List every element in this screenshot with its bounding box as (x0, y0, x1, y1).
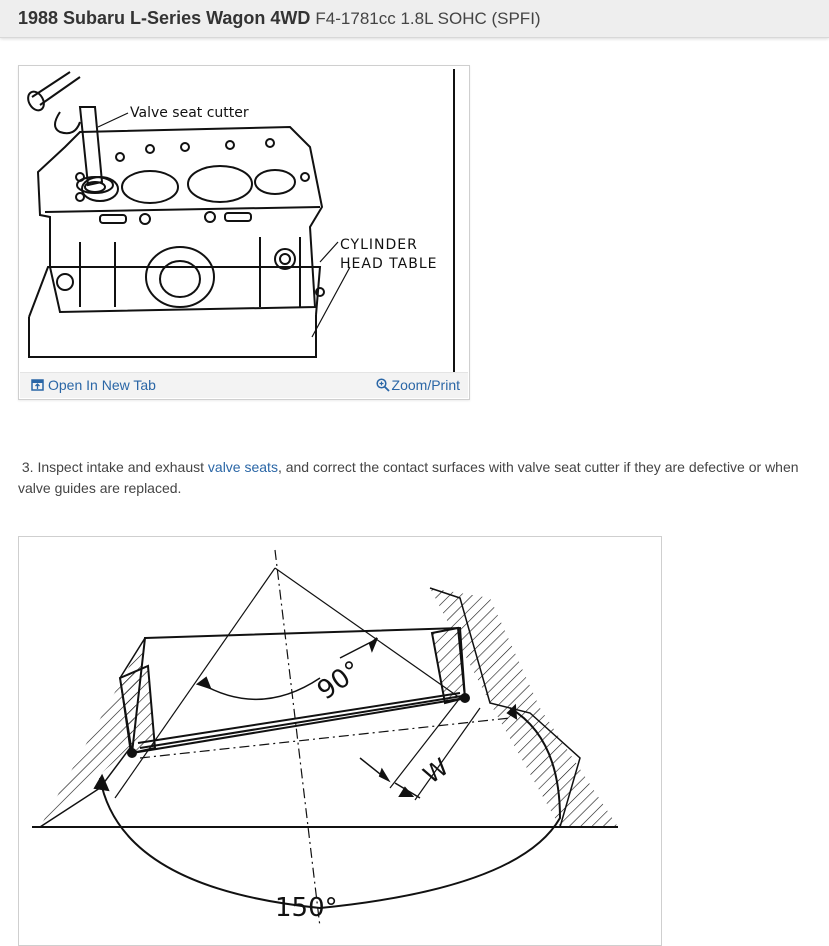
figure-card-cutter (18, 65, 470, 400)
width-w-label: W (418, 752, 454, 790)
valve-seat-angle-diagram[interactable] (20, 538, 660, 933)
figure-actions-bar (20, 372, 468, 398)
valve-seats-link[interactable]: valve seats (207, 459, 278, 475)
step-3-prefix: 3. Inspect intake and exhaust (21, 459, 208, 475)
cylinder-head-diagram[interactable] (20, 67, 468, 372)
page-title: 1988 Subaru L-Series Wagon 4WD (18, 8, 311, 28)
open-in-new-tab-link[interactable] (31, 377, 156, 393)
zoom-print-link[interactable] (376, 377, 460, 393)
angle-150-label: 150° (275, 893, 338, 923)
step-3-suffix: , and correct the contact surfaces with valve seat cutter if they are defective or when valve guides are replaced. (18, 459, 799, 496)
step-3-text (18, 457, 808, 499)
figure-card-valve-seat (18, 536, 662, 946)
cutter-callout: Valve seat cutter (130, 105, 249, 121)
table-callout-line1: CYLINDER (340, 237, 418, 253)
open-in-new-tab-label: Open In New Tab (48, 377, 156, 393)
engine-spec: F4-1781cc 1.8L SOHC (SPFI) (315, 8, 541, 28)
open-tab-icon (31, 379, 44, 391)
zoom-icon (376, 378, 390, 392)
zoom-print-label: Zoom/Print (391, 377, 460, 393)
table-callout-line2: HEAD TABLE (340, 256, 438, 272)
angle-90-label: 90° (312, 655, 368, 707)
page-header (0, 0, 829, 38)
